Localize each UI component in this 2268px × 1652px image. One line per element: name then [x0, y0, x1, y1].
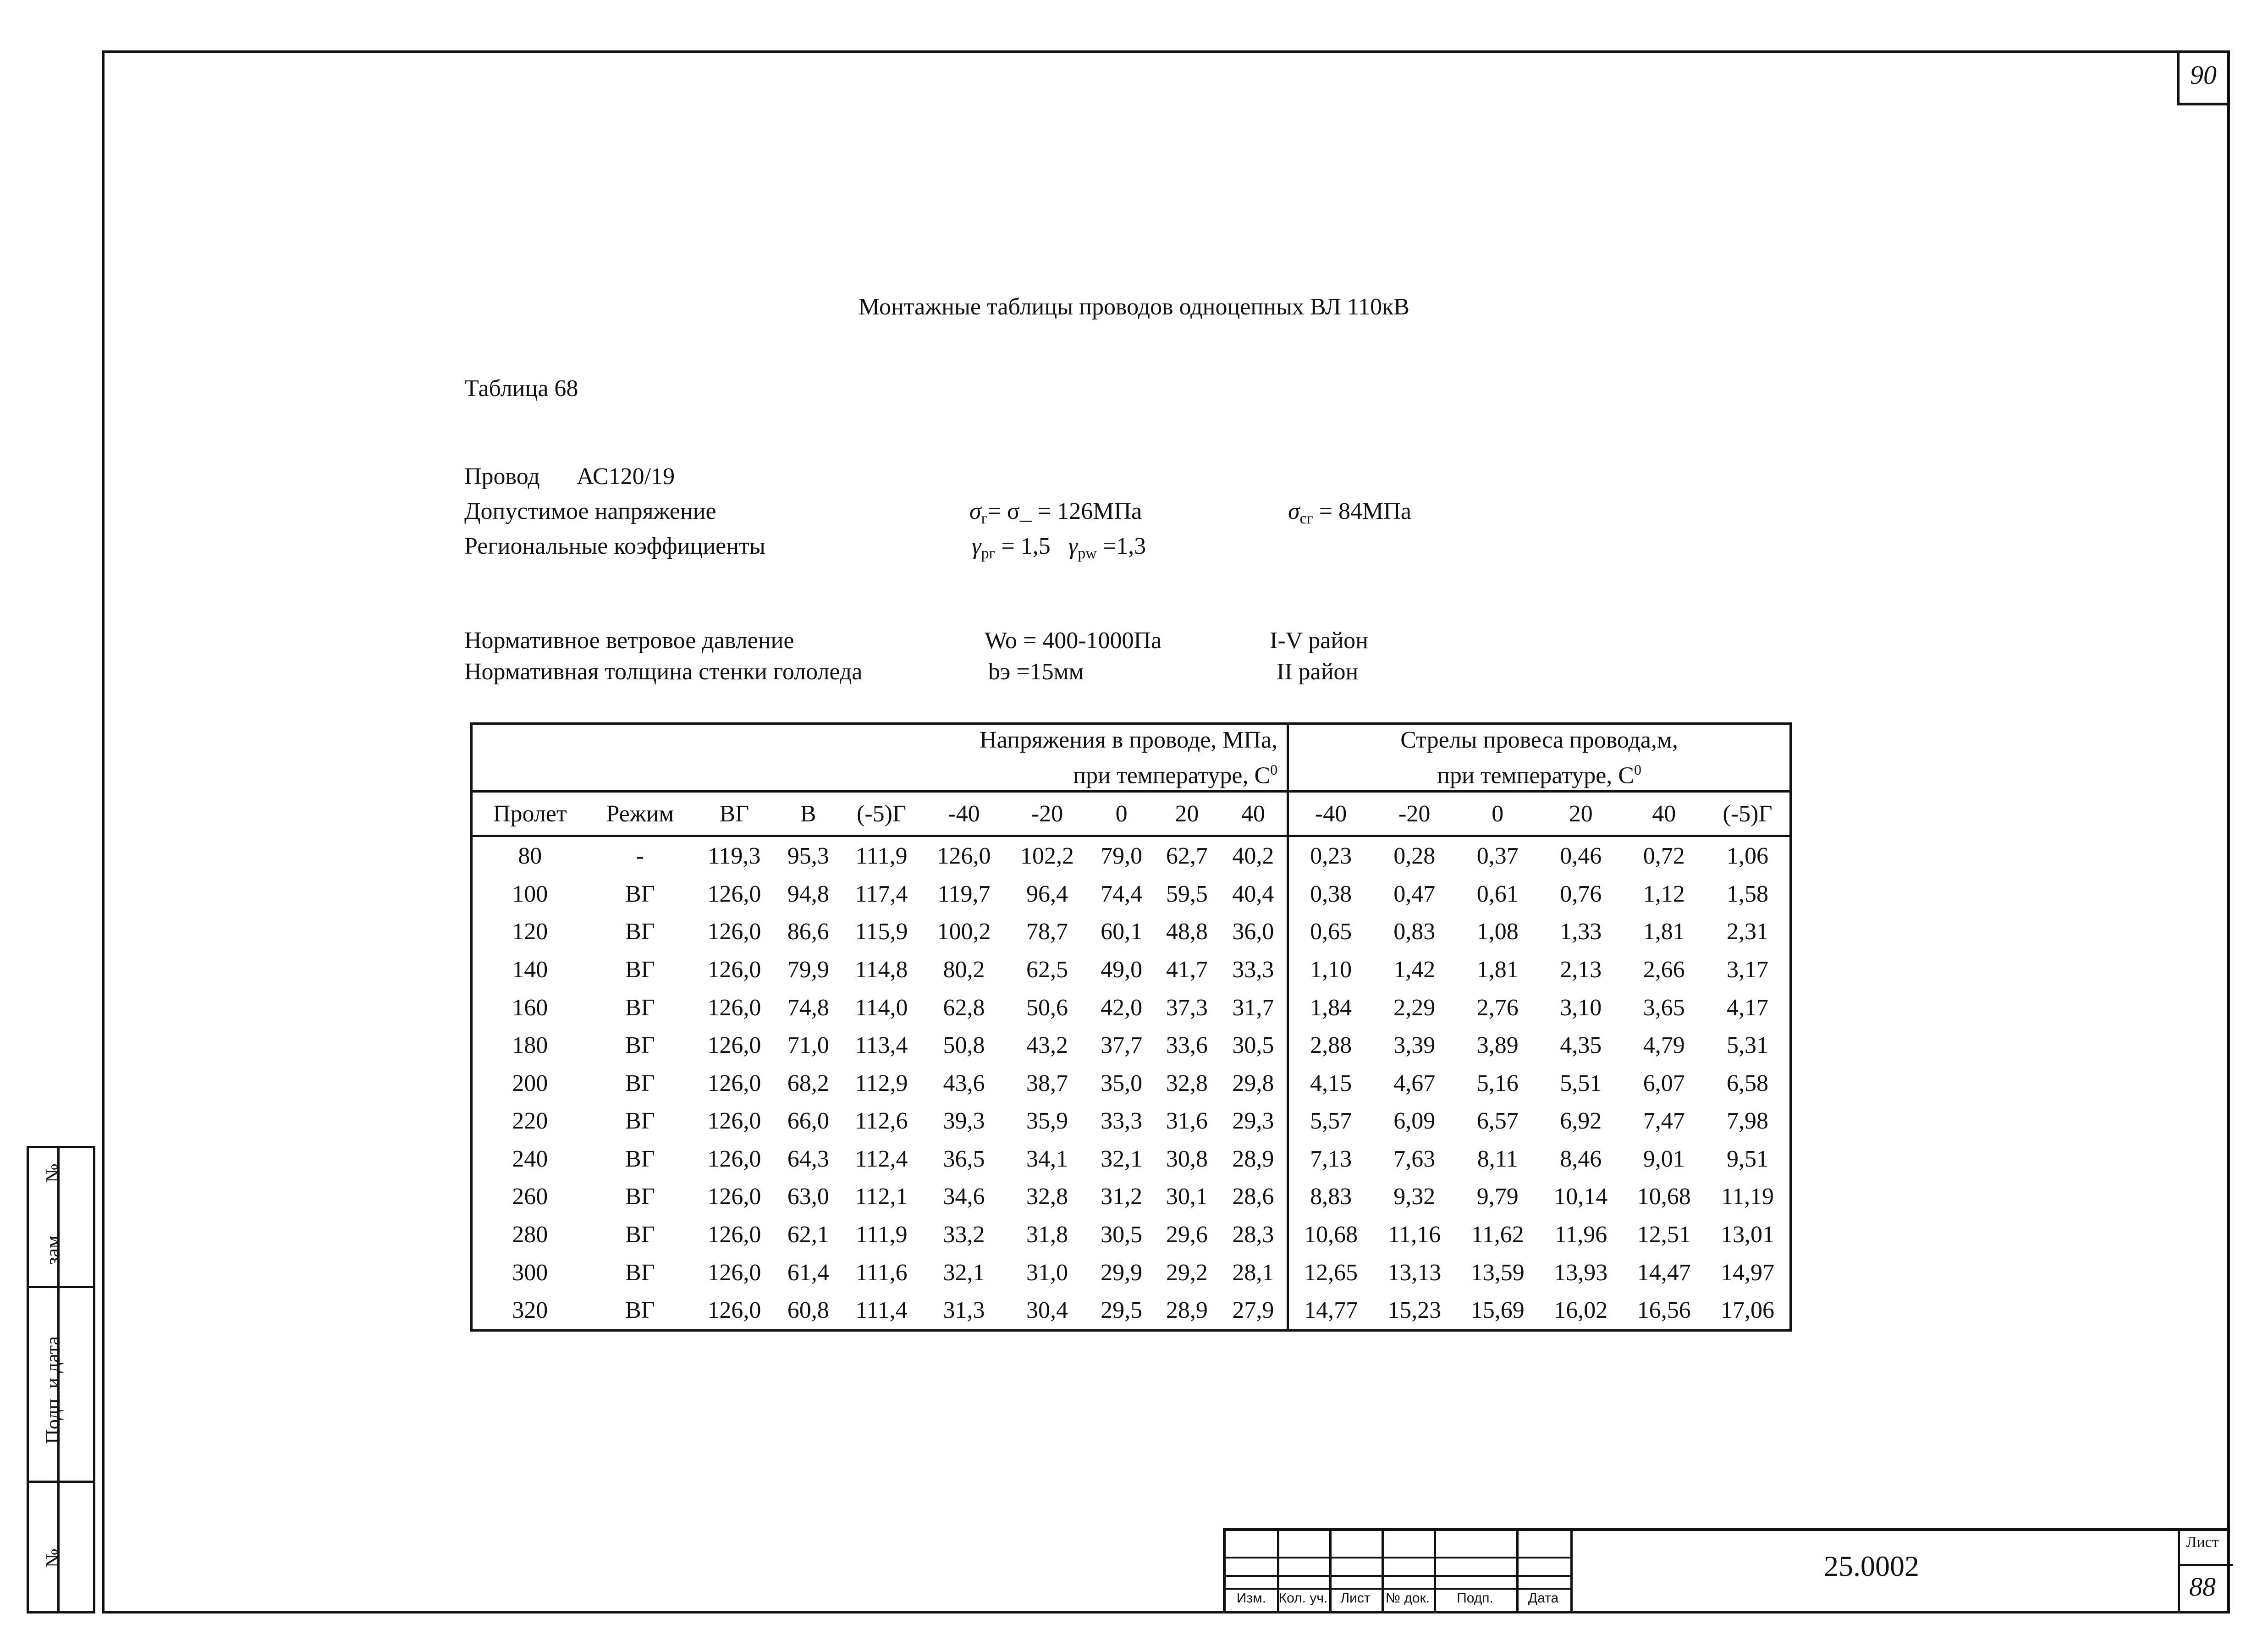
- table-cell: 4,17: [1727, 994, 1768, 1021]
- table-cell: 38,7: [1026, 1070, 1068, 1096]
- table-cell: 5,16: [1476, 1070, 1519, 1096]
- table-cell: 29,2: [1166, 1259, 1208, 1286]
- wire-label: Провод: [464, 463, 540, 490]
- allowed-stress-sg: $\sigma_{сг} = 84МПа$: [1288, 498, 1411, 527]
- table-cell: 27,9: [1232, 1297, 1274, 1324]
- tb-label-date: Дата: [1528, 1591, 1559, 1606]
- table-cell: 2,76: [1476, 994, 1519, 1021]
- table-cell: ВГ: [625, 1070, 655, 1096]
- table-cell: 15,69: [1470, 1297, 1525, 1324]
- table-cell: 12,51: [1637, 1222, 1691, 1248]
- table-cell: 0,28: [1393, 843, 1436, 870]
- document-number: 25.0002: [1824, 1550, 1919, 1582]
- table-cell: 8,83: [1288, 1178, 1373, 1216]
- table-cell: 13,59: [1470, 1259, 1525, 1286]
- table-cell: 180: [512, 1032, 548, 1059]
- table-row: [472, 989, 1791, 1027]
- table-cell: 0,23: [1288, 836, 1373, 875]
- table-cell: 4,67: [1393, 1070, 1436, 1096]
- table-cell: 140: [512, 956, 548, 983]
- table-cell: 29,3: [1232, 1108, 1274, 1134]
- table-cell: 64,3: [787, 1145, 829, 1172]
- table-cell: 6,58: [1727, 1070, 1768, 1096]
- table-cell: 31,7: [1232, 994, 1274, 1021]
- table-cell: 43,2: [1026, 1032, 1068, 1059]
- table-cell: 94,8: [787, 881, 829, 907]
- table-cell: 3,10: [1560, 994, 1602, 1021]
- table-cell: 320: [512, 1297, 548, 1324]
- table-cell: 32,1: [1101, 1145, 1143, 1172]
- table-body: [472, 836, 1791, 1331]
- table-row: [472, 951, 1791, 989]
- table-cell: 3,17: [1727, 956, 1768, 983]
- table-row: [472, 1178, 1791, 1216]
- table-cell: 29,6: [1166, 1222, 1208, 1248]
- table-cell: 111,4: [855, 1297, 908, 1324]
- table-cell: -: [636, 843, 644, 870]
- table-cell: 126,0: [707, 1222, 761, 1248]
- table-cell: 6,07: [1643, 1070, 1685, 1096]
- column-header: Пролет: [472, 792, 588, 836]
- table-cell: 7,47: [1643, 1108, 1685, 1134]
- table-cell: 32,1: [943, 1259, 985, 1286]
- table-cell: 35,9: [1026, 1108, 1068, 1134]
- table-cell: 0,47: [1393, 881, 1436, 907]
- table-cell: 79,9: [787, 956, 829, 983]
- table-cell: 7,63: [1393, 1145, 1436, 1172]
- table-cell: 14,97: [1721, 1259, 1774, 1286]
- table-cell: 79,0: [1101, 843, 1143, 870]
- table-cell: 1,33: [1560, 919, 1602, 945]
- table-cell: 11,16: [1388, 1222, 1441, 1248]
- table-cell: 126,0: [707, 994, 761, 1021]
- table-cell: 29,9: [1101, 1259, 1143, 1286]
- table-cell: 13,13: [1387, 1259, 1442, 1286]
- side-stamp-row-line: [29, 1481, 93, 1483]
- sag-tension-table: [470, 722, 1792, 1332]
- table-cell: 37,3: [1166, 994, 1208, 1021]
- table-cell: 68,2: [787, 1070, 829, 1096]
- allowed-stress-label: Допустимое напряжение: [464, 498, 716, 524]
- table-cell: 7,13: [1288, 1140, 1373, 1178]
- column-header: В: [776, 792, 841, 836]
- regional-values: $\gamma_{pг} = 1,5$ $\gamma_{pw} =1,3$: [972, 533, 1146, 562]
- table-cell: 3,89: [1476, 1032, 1519, 1059]
- table-cell: ВГ: [625, 1259, 655, 1286]
- table-cell: 50,8: [943, 1032, 985, 1059]
- table-cell: 0,38: [1288, 875, 1373, 913]
- table-cell: 14,77: [1288, 1291, 1373, 1330]
- tb-label-izm: Изм.: [1236, 1591, 1266, 1606]
- tb-label-list: Лист: [1340, 1591, 1371, 1606]
- sheet-number: 88: [2189, 1572, 2216, 1602]
- table-cell: 5,31: [1727, 1032, 1768, 1059]
- column-header: 20: [1154, 792, 1220, 836]
- table-cell: 7,98: [1727, 1108, 1768, 1134]
- table-cell: 62,8: [943, 994, 985, 1021]
- table-cell: 2,29: [1393, 994, 1436, 1021]
- table-cell: 126,0: [707, 919, 761, 945]
- table-cell: 160: [512, 994, 548, 1021]
- table-cell: ВГ: [625, 1032, 655, 1059]
- table-cell: 126,0: [937, 843, 991, 870]
- table-cell: 5,51: [1560, 1070, 1602, 1096]
- table-cell: 6,57: [1476, 1108, 1519, 1134]
- table-cell: 50,6: [1026, 994, 1068, 1021]
- table-cell: 30,8: [1166, 1145, 1208, 1172]
- table-cell: 62,5: [1026, 956, 1068, 983]
- sag-group-header: Стрелы провеса провода,м, при температуре, $С^0$: [1288, 724, 1791, 792]
- table-cell: 260: [512, 1184, 548, 1210]
- table-cell: 40,4: [1232, 881, 1274, 907]
- table-cell: ВГ: [625, 1145, 655, 1172]
- table-cell: 2,66: [1643, 956, 1685, 983]
- table-row: [472, 1254, 1791, 1292]
- table-cell: 100: [512, 881, 548, 907]
- table-cell: 1,08: [1476, 919, 1519, 945]
- table-cell: 126,0: [707, 1184, 761, 1210]
- table-row: [472, 1102, 1791, 1140]
- column-header: -40: [1288, 792, 1373, 836]
- table-cell: ВГ: [625, 1184, 655, 1210]
- table-cell: 48,8: [1166, 919, 1208, 945]
- table-cell: ВГ: [625, 1222, 655, 1248]
- wind-value: Wo = 400-1000Па: [985, 628, 1162, 654]
- stress-group-header: Напряжения в проводе, МПа, при температуре, $С^0$: [472, 724, 1288, 792]
- table-cell: 32,8: [1166, 1070, 1208, 1096]
- table-cell: 12,65: [1288, 1254, 1373, 1292]
- table-cell: 8,11: [1477, 1145, 1518, 1172]
- tb-label-doc: № док.: [1385, 1591, 1430, 1606]
- column-header: 40: [1220, 792, 1288, 836]
- table-cell: 0,61: [1476, 881, 1519, 907]
- table-cell: 1,84: [1288, 989, 1373, 1027]
- table-cell: 200: [512, 1070, 548, 1096]
- table-cell: ВГ: [625, 881, 655, 907]
- side-stamp-cell-no: №: [42, 1163, 64, 1183]
- table-cell: 111,9: [855, 843, 908, 870]
- table-cell: 100,2: [937, 919, 991, 945]
- table-cell: 4,79: [1643, 1032, 1685, 1059]
- table-cell: 62,7: [1166, 843, 1208, 870]
- wire-value: АС120/19: [577, 463, 675, 490]
- table-cell: 1,81: [1476, 956, 1519, 983]
- table-cell: 126,0: [707, 1108, 761, 1134]
- column-header: -20: [1006, 792, 1089, 836]
- table-cell: 30,4: [1026, 1297, 1068, 1324]
- table-row: [472, 913, 1791, 951]
- table-cell: 10,68: [1637, 1184, 1691, 1210]
- table-cell: 5,57: [1288, 1102, 1373, 1140]
- table-cell: 9,79: [1476, 1184, 1519, 1210]
- table-cell: ВГ: [625, 956, 655, 983]
- allowed-stress-value: $\sigma_г=$ σ_ = 126МПа: [969, 498, 1142, 527]
- side-stamp-cell-sign: Подп. и дата: [42, 1336, 64, 1444]
- table-cell: 102,2: [1020, 843, 1074, 870]
- table-cell: 71,0: [787, 1032, 829, 1059]
- table-cell: 0,46: [1560, 843, 1602, 870]
- table-cell: 114,8: [855, 956, 908, 983]
- table-cell: 2,88: [1288, 1026, 1373, 1064]
- table-cell: 80,2: [943, 956, 985, 983]
- table-cell: 114,0: [855, 994, 908, 1021]
- table-cell: 2,13: [1560, 956, 1602, 983]
- table-cell: 74,8: [787, 994, 829, 1021]
- wind-region: I-V район: [1270, 628, 1368, 654]
- table-cell: 62,1: [787, 1222, 829, 1248]
- table-cell: 34,6: [943, 1184, 985, 1210]
- table-cell: 1,81: [1643, 919, 1685, 945]
- table-cell: 126,0: [707, 1070, 761, 1096]
- table-label: Таблица 68: [464, 375, 578, 402]
- table-cell: 1,12: [1643, 881, 1685, 907]
- table-cell: 3,39: [1393, 1032, 1436, 1059]
- table-cell: 40,2: [1232, 843, 1274, 870]
- table-cell: 28,9: [1166, 1297, 1208, 1324]
- table-cell: 61,4: [787, 1259, 829, 1286]
- table-cell: 74,4: [1101, 881, 1143, 907]
- table-cell: 0,83: [1393, 919, 1436, 945]
- column-header: -20: [1373, 792, 1456, 836]
- table-cell: 17,06: [1721, 1297, 1774, 1324]
- table-cell: 120: [512, 919, 548, 945]
- table-cell: 80: [518, 843, 542, 870]
- table-cell: 28,1: [1232, 1259, 1274, 1286]
- table-row: [472, 875, 1791, 913]
- table-cell: ВГ: [625, 1297, 655, 1324]
- table-cell: 11,96: [1554, 1222, 1607, 1248]
- table-cell: 30,5: [1101, 1222, 1143, 1248]
- table-row: [472, 1064, 1791, 1102]
- column-header: 0: [1456, 792, 1540, 836]
- table-cell: 126,0: [707, 956, 761, 983]
- table-cell: 29,5: [1101, 1297, 1143, 1324]
- table-cell: 49,0: [1101, 956, 1143, 983]
- table-cell: 60,1: [1101, 919, 1143, 945]
- table-cell: 280: [512, 1222, 548, 1248]
- ice-label: Нормативная толщина стенки гололеда: [464, 659, 863, 685]
- table-cell: 28,6: [1232, 1184, 1274, 1210]
- table-cell: 1,42: [1393, 956, 1436, 983]
- table-cell: 66,0: [787, 1108, 829, 1134]
- column-header: Режим: [588, 792, 693, 836]
- table-cell: 11,19: [1721, 1184, 1774, 1210]
- table-cell: 31,6: [1166, 1108, 1208, 1134]
- table-cell: 36,5: [943, 1145, 985, 1172]
- table-cell: 126,0: [707, 1145, 761, 1172]
- table-cell: 6,92: [1560, 1108, 1602, 1134]
- table-cell: 15,23: [1387, 1297, 1442, 1324]
- regional-label: Региональные коэффициенты: [464, 533, 765, 559]
- table-cell: 14,47: [1637, 1259, 1691, 1286]
- table-cell: 86,6: [787, 919, 829, 945]
- table-cell: 113,4: [855, 1032, 908, 1059]
- table-cell: 6,09: [1393, 1108, 1436, 1134]
- wind-label: Нормативное ветровое давление: [464, 628, 794, 654]
- table-cell: 30,5: [1232, 1032, 1274, 1059]
- tb-label-sign: Подп.: [1457, 1591, 1493, 1606]
- table-cell: 37,7: [1101, 1032, 1143, 1059]
- table-cell: 111,6: [855, 1259, 908, 1286]
- table-cell: 4,35: [1560, 1032, 1602, 1059]
- table-cell: 126,0: [707, 1259, 761, 1286]
- group-header-row: [472, 724, 1791, 792]
- table-cell: 36,0: [1232, 919, 1274, 945]
- table-cell: 0,37: [1476, 843, 1519, 870]
- side-stamp-cell-zam: зам.: [42, 1230, 64, 1265]
- table-row: [472, 1140, 1791, 1178]
- table-cell: 119,3: [708, 843, 761, 870]
- table-cell: 31,0: [1026, 1259, 1068, 1286]
- table-cell: 31,2: [1101, 1184, 1143, 1210]
- table-cell: ВГ: [625, 919, 655, 945]
- table-cell: 33,6: [1166, 1032, 1208, 1059]
- table-cell: 33,3: [1232, 956, 1274, 983]
- side-stamp-row-line: [29, 1286, 93, 1288]
- table-cell: 63,0: [787, 1184, 829, 1210]
- table-cell: 112,4: [855, 1145, 908, 1172]
- table-cell: 29,8: [1232, 1070, 1274, 1096]
- table-cell: 32,8: [1026, 1184, 1068, 1210]
- table-cell: 300: [512, 1259, 548, 1286]
- table-cell: 240: [512, 1145, 548, 1172]
- table-cell: ВГ: [625, 1108, 655, 1134]
- column-header: -40: [922, 792, 1006, 836]
- table-cell: 33,3: [1101, 1108, 1143, 1134]
- table-cell: ВГ: [625, 994, 655, 1021]
- table-cell: 112,1: [855, 1184, 908, 1210]
- table-cell: 13,01: [1721, 1222, 1774, 1248]
- table-cell: 126,0: [707, 881, 761, 907]
- table-cell: 3,65: [1643, 994, 1685, 1021]
- table-cell: 117,4: [855, 881, 908, 907]
- table-cell: 220: [512, 1108, 548, 1134]
- table-cell: 112,6: [855, 1108, 908, 1134]
- table-row: [472, 1291, 1791, 1330]
- table-cell: 95,3: [787, 843, 829, 870]
- table-row: [472, 1216, 1791, 1254]
- table-cell: 11,62: [1471, 1222, 1524, 1248]
- table-cell: 30,1: [1166, 1184, 1208, 1210]
- table-cell: 10,14: [1554, 1184, 1608, 1210]
- table-cell: 13,93: [1554, 1259, 1608, 1286]
- table-cell: 42,0: [1101, 994, 1143, 1021]
- table-cell: 41,7: [1166, 956, 1208, 983]
- table-cell: 35,0: [1101, 1070, 1143, 1096]
- table-cell: 111,9: [855, 1222, 908, 1248]
- table-cell: 9,51: [1727, 1145, 1768, 1172]
- table-cell: 2,31: [1727, 919, 1768, 945]
- ice-value: bэ =15мм: [988, 659, 1084, 685]
- table-cell: 78,7: [1026, 919, 1068, 945]
- table-cell: 4,15: [1288, 1064, 1373, 1102]
- table-cell: 59,5: [1166, 881, 1208, 907]
- table-cell: 43,6: [943, 1070, 985, 1096]
- column-header: (-5)Г: [1706, 792, 1790, 836]
- column-header: 20: [1539, 792, 1623, 836]
- table-cell: 1,10: [1288, 951, 1373, 989]
- table-cell: 60,8: [787, 1297, 829, 1324]
- ice-region: II район: [1277, 659, 1359, 685]
- column-header: 40: [1623, 792, 1706, 836]
- table-cell: 0,76: [1560, 881, 1602, 907]
- table-cell: 33,2: [943, 1222, 985, 1248]
- table-cell: 0,65: [1288, 913, 1373, 951]
- table-cell: 126,0: [707, 1032, 761, 1059]
- page-number: 90: [2190, 60, 2217, 90]
- table-cell: 96,4: [1026, 881, 1068, 907]
- table-cell: 1,06: [1727, 843, 1768, 870]
- table-cell: 16,56: [1637, 1297, 1691, 1324]
- table-cell: 0,72: [1643, 843, 1685, 870]
- table-cell: 119,7: [937, 881, 991, 907]
- column-header: 0: [1089, 792, 1154, 836]
- table-cell: 115,9: [855, 919, 908, 945]
- table-cell: 39,3: [943, 1108, 985, 1134]
- table-cell: 34,1: [1026, 1145, 1068, 1172]
- table-row: [472, 1026, 1791, 1064]
- table-cell: 112,9: [855, 1070, 908, 1096]
- table-cell: 31,3: [943, 1297, 985, 1324]
- sheet-label: Лист: [2186, 1534, 2219, 1551]
- column-header: ВГ: [693, 792, 776, 836]
- column-header-row: [472, 792, 1791, 836]
- table-cell: 8,46: [1560, 1145, 1602, 1172]
- table-cell: 9,01: [1643, 1145, 1685, 1172]
- table-cell: 126,0: [707, 1297, 761, 1324]
- table-cell: 31,8: [1026, 1222, 1068, 1248]
- table-cell: 1,58: [1727, 881, 1768, 907]
- side-stamp-cell-no2: №: [42, 1548, 64, 1568]
- table-cell: 16,02: [1554, 1297, 1608, 1324]
- table-row: [472, 836, 1791, 875]
- column-header: (-5)Г: [841, 792, 923, 836]
- table-cell: 9,32: [1393, 1184, 1436, 1210]
- table-cell: 28,3: [1232, 1222, 1274, 1248]
- document-title: Монтажные таблицы проводов одноцепных ВЛ 110кВ: [859, 294, 1409, 320]
- tb-label-kol: Кол. уч.: [1278, 1591, 1328, 1606]
- table-cell: 28,9: [1232, 1145, 1274, 1172]
- table-cell: 10,68: [1288, 1216, 1373, 1254]
